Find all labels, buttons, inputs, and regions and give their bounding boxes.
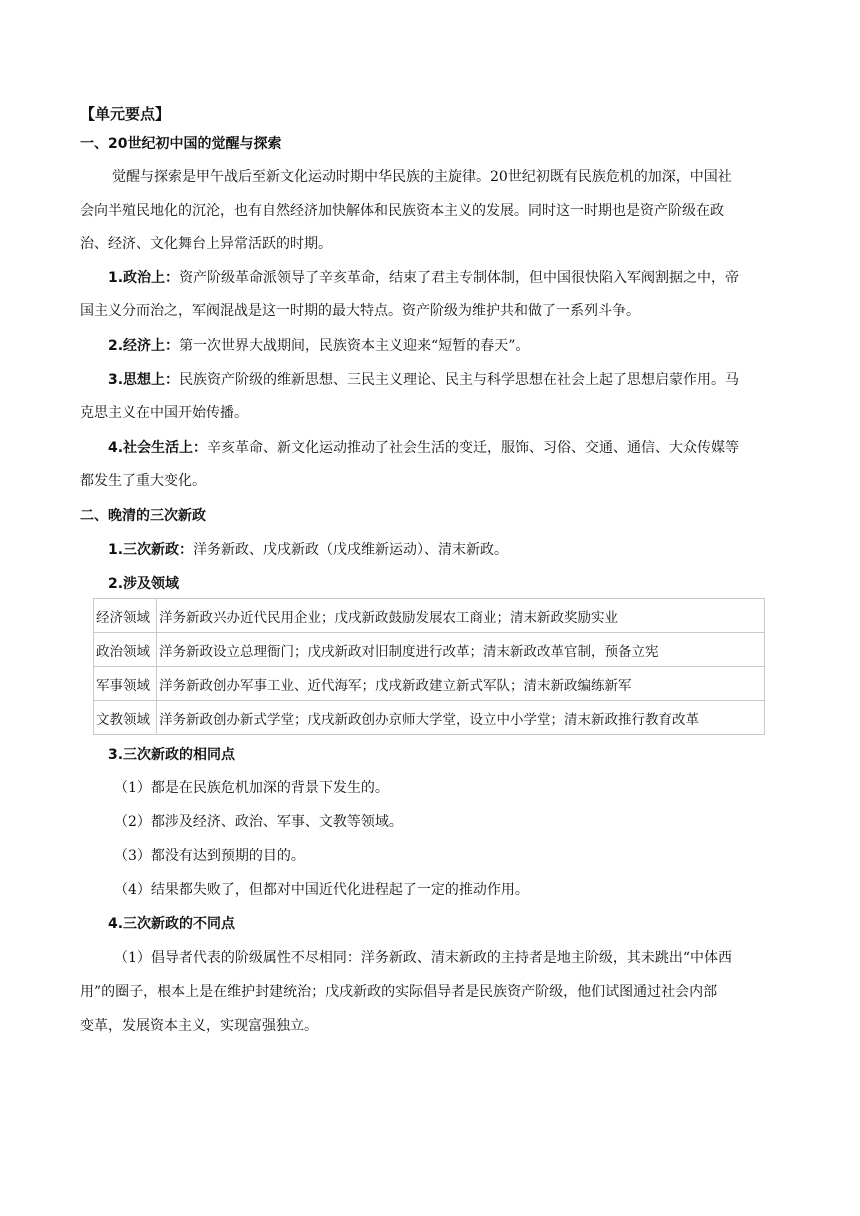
point-4-line-1: 辛亥革命、新文化运动推动了社会生活的变迁，服饰、习俗、交通、通信、大众传媒等 xyxy=(207,440,740,456)
intro-line-3: 治、经济、文化舞台上异常活跃的时期。 xyxy=(80,236,332,252)
point-1-line-2: 国主义分而治之，军阀混战是这一时期的最大特点。资产阶级为维护共和做了一系列斗争。 xyxy=(80,303,640,319)
point-3-line-2: 克思主义在中国开始传播。 xyxy=(80,405,248,421)
p2-item-2-label: 2.涉及领域 xyxy=(108,576,180,592)
p4-line-1: （1）倡导者代表的阶级属性不尽相同：洋务新政、清末新政的主持者是地主阶级，其未跳出“中体西 xyxy=(114,950,733,966)
point-3-line-1: 民族资产阶级的维新思想、三民主义理论、民主与科学思想在社会上起了思想启蒙作用。马 xyxy=(179,372,740,388)
table-cell-field: 军事领域 xyxy=(94,667,157,701)
point-4 xyxy=(108,438,808,458)
point-1-line-1: 资产阶级革命派领导了辛亥革命，结束了君主专制体制，但中国很快陷入军阀割据之中，帝 xyxy=(179,270,740,286)
p3-list-item-1: （1）都是在民族危机加深的背景下发生的。 xyxy=(114,780,389,796)
table-row xyxy=(94,599,765,633)
table-cell-field: 文教领域 xyxy=(94,701,157,735)
part2-heading: 二、晚清的三次新政 xyxy=(80,508,206,524)
part1-heading: 一、20世纪初中国的觉醒与探索 xyxy=(80,136,282,152)
p2-item-3-label: 3.三次新政的相同点 xyxy=(108,747,236,763)
point-4-label: 4.社会生活上： xyxy=(108,440,208,456)
point-4-line-2: 都发生了重大变化。 xyxy=(80,473,206,489)
table-row xyxy=(94,667,765,701)
p2-item-1 xyxy=(108,540,808,560)
point-2 xyxy=(108,336,808,356)
table-cell-content: 洋务新政兴办近代民用企业；戊戌新政鼓励发展农工商业；清末新政奖励实业 xyxy=(157,599,765,633)
p3-list-item-2: （2）都涉及经济、政治、军事、文教等领域。 xyxy=(114,814,403,830)
p4-line-3: 变革，发展资本主义，实现富强独立。 xyxy=(80,1018,318,1034)
table-cell-content: 洋务新政创办新式学堂；戊戌新政创办京师大学堂，设立中小学堂；清末新政推行教育改革 xyxy=(157,701,765,735)
point-3-label: 3.思想上： xyxy=(108,372,180,388)
table-cell-field: 政治领域 xyxy=(94,633,157,667)
p3-list-item-4: （4）结果都失败了，但都对中国近代化进程起了一定的推动作用。 xyxy=(114,882,529,898)
table-cell-content: 洋务新政设立总理衙门；戊戌新政对旧制度进行改革；清末新政改革官制，预备立宪 xyxy=(157,633,765,667)
p2-item-1-label: 1.三次新政： xyxy=(108,542,194,558)
table-row xyxy=(94,701,765,735)
fields-table xyxy=(93,598,765,735)
p2-item-4-label: 4.三次新政的不同点 xyxy=(108,916,236,932)
intro-line-2: 会向半殖民地化的沉沦，也有自然经济加快解体和民族资本主义的发展。同时这一时期也是资产阶级在政 xyxy=(80,203,724,219)
p4-line-2: 用”的圈子，根本上是在维护封建统治；戊戌新政的实际倡导者是民族资产阶级，他们试图通过社会内部 xyxy=(80,984,718,1000)
p3-list-item-3: （3）都没有达到预期的目的。 xyxy=(114,848,305,864)
table-cell-content: 洋务新政创办军事工业、近代海军；戊戌新政建立新式军队；清末新政编练新军 xyxy=(157,667,765,701)
table-cell-field: 经济领域 xyxy=(94,599,157,633)
point-3 xyxy=(108,370,808,390)
table-row xyxy=(94,633,765,667)
intro-line-1: 觉醒与探索是甲午战后至新文化运动时期中华民族的主旋律。20世纪初既有民族危机的加深，中国社 xyxy=(112,169,732,185)
p2-item-1-text: 洋务新政、戊戌新政（戊戌维新运动）、清末新政。 xyxy=(193,542,509,558)
point-2-line-1: 第一次世界大战期间，民族资本主义迎来“短暂的春天”。 xyxy=(179,338,530,354)
point-2-label: 2.经济上： xyxy=(108,338,180,354)
section-title: 【单元要点】 xyxy=(80,105,171,123)
point-1-label: 1.政治上： xyxy=(108,270,180,286)
point-1 xyxy=(108,268,808,288)
